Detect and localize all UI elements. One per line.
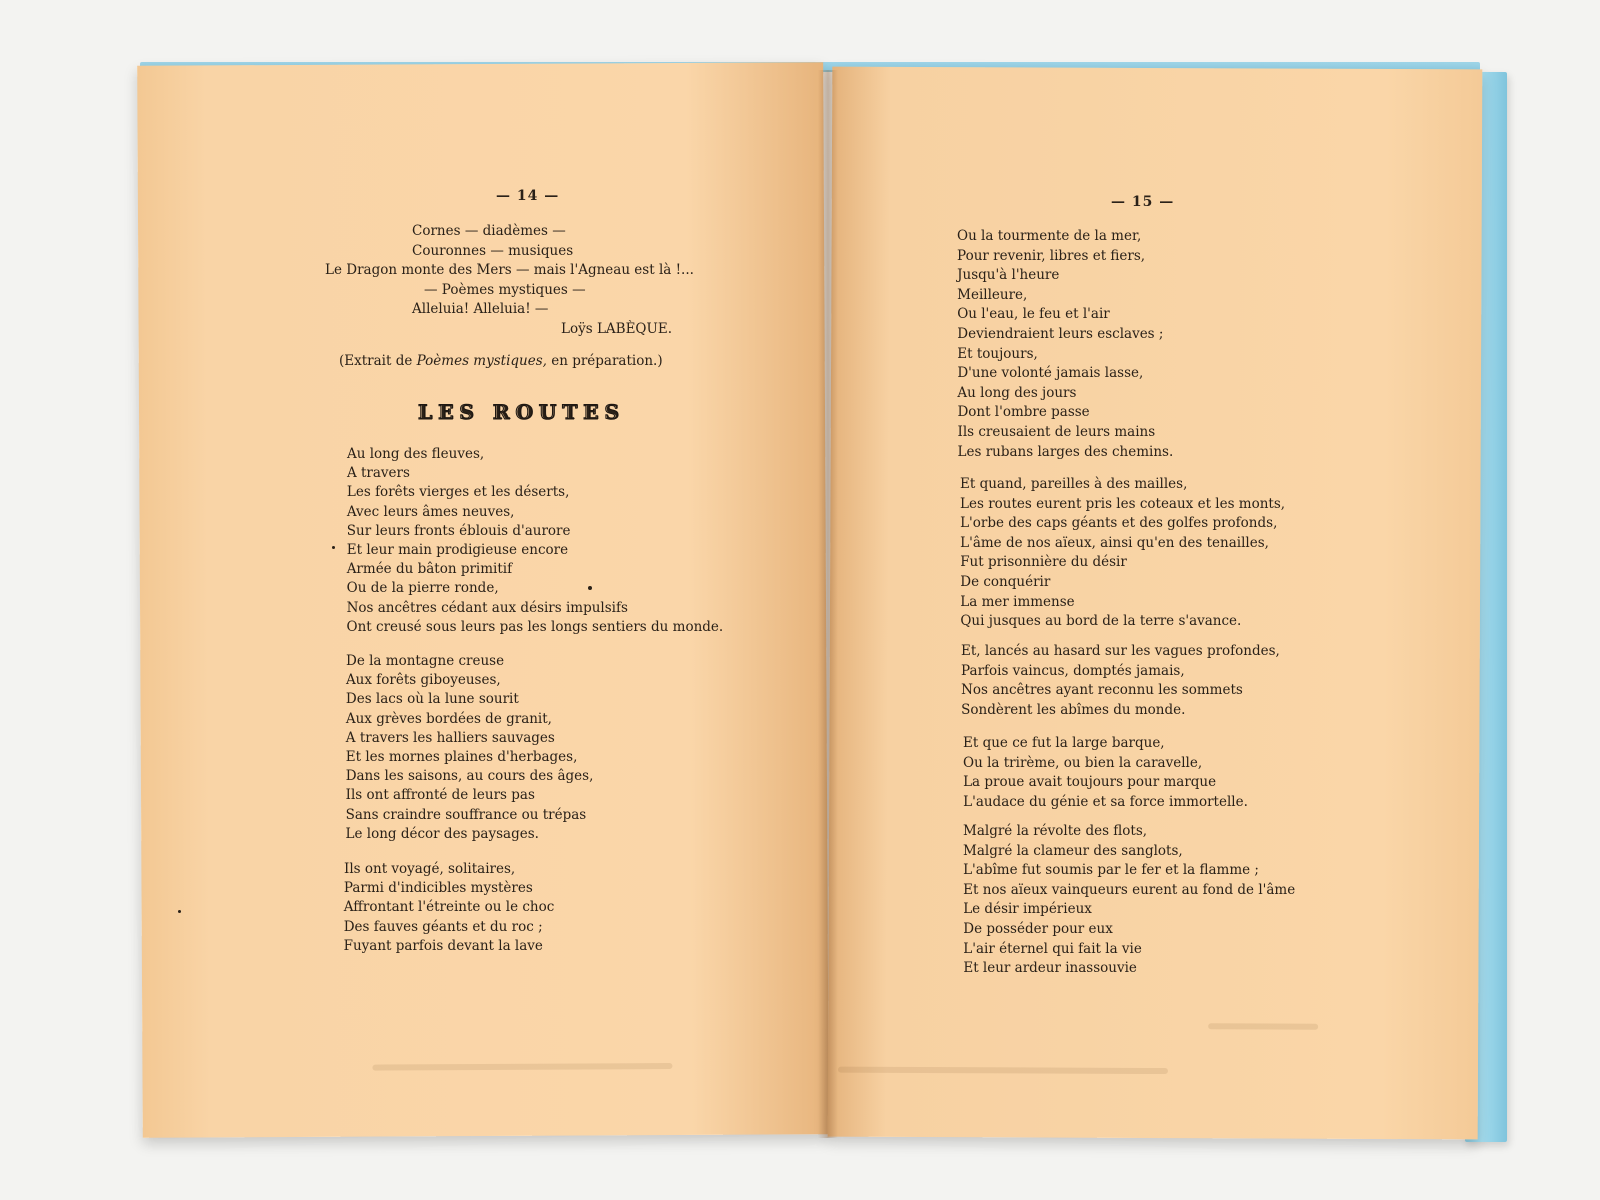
verse-line: Armée du bâton primitif <box>346 561 513 578</box>
verse-line: Et, lancés au hasard sur les vagues profondes, <box>961 643 1280 659</box>
verse-line: Ils ont voyagé, solitaires, <box>344 861 516 877</box>
verse-line: De posséder pour eux <box>963 921 1113 937</box>
verse-line: Ou l'eau, le feu et l'air <box>957 306 1110 323</box>
verse-line: Et toujours, <box>957 345 1038 362</box>
verse-line: Et que ce fut la large barque, <box>963 735 1165 751</box>
verse-line: Ils ont affronté de leurs pas <box>345 787 535 804</box>
verse-line: Au long des fleuves, <box>347 446 485 462</box>
verse-line: Les rubans larges des chemins. <box>957 443 1174 460</box>
ink-speck <box>332 546 335 549</box>
verse-line: A travers les halliers sauvages <box>345 729 555 746</box>
page-number-left: — 14 — <box>496 188 560 204</box>
page-smudge <box>838 1067 1168 1074</box>
verse-line: Des lacs où la lune sourit <box>345 691 519 708</box>
verse-line: Parmi d'indicibles mystères <box>343 880 533 897</box>
verse-line: Ont creusé sous leurs pas les longs sentiers du monde. <box>346 618 724 635</box>
verse-line: Et leur ardeur inassouvie <box>963 960 1137 977</box>
verse-line: Aux grèves bordées de granit, <box>345 710 552 727</box>
extract-note <box>339 352 663 371</box>
verse-line: Cornes — diadèmes — <box>412 223 566 239</box>
right-page <box>828 67 1483 1140</box>
verse-line: L'âme de nos aïeux, ainsi qu'en des tenailles, <box>960 534 1269 551</box>
verse-line: Avec leurs âmes neuves, <box>346 503 515 520</box>
verse-line: La proue avait toujours pour marque <box>963 774 1217 791</box>
verse-line: Jusqu'à l'heure <box>957 267 1060 284</box>
verse-line: Le long décor des paysages. <box>345 825 539 842</box>
verse-line: Ou de la pierre ronde, <box>346 580 499 597</box>
verse-line: Parfois vaincus, domptés jamais, <box>961 662 1185 679</box>
extract-prefix: (Extrait de <box>339 353 417 369</box>
verse-line: Pour revenir, libres et fiers, <box>957 247 1146 264</box>
verse-line: Malgré la révolte des flots, <box>963 823 1148 839</box>
verse-line: Et les mornes plaines d'herbages, <box>345 749 578 765</box>
verse-line: Alleluia! Alleluia! — <box>412 301 549 317</box>
verse-line: Malgré la clameur des sanglots, <box>963 842 1183 859</box>
ink-speck <box>588 586 592 590</box>
verse-line: Sondèrent les abîmes du monde. <box>961 701 1186 718</box>
signature: Loÿs LABÈQUE. <box>561 321 673 337</box>
verse-line: Meilleure, <box>957 286 1028 303</box>
verse-line: Sur leurs fronts éblouis d'aurore <box>346 522 571 539</box>
verse-line: D'une volonté jamais lasse, <box>957 365 1144 382</box>
verse-line: Le désir impérieux <box>963 901 1092 918</box>
verse-line: L'abîme fut soumis par le fer et la flamme ; <box>963 862 1259 879</box>
verse-line: Aux forêts giboyeuses, <box>345 672 501 689</box>
verse-line: De la montagne creuse <box>346 653 505 669</box>
verse-line: Ils creusaient de leurs mains <box>957 424 1156 440</box>
verse-line: Nos ancêtres ayant reconnu les sommets <box>961 682 1243 699</box>
verse-line: Affrontant l'étreinte ou le choc <box>343 899 555 916</box>
verse-line: — Poèmes mystiques — <box>424 281 586 298</box>
page-smudge <box>372 1063 672 1071</box>
verse-line: Ou la trirème, ou bien la caravelle, <box>963 754 1203 771</box>
extract-suffix: en préparation.) <box>546 353 663 369</box>
verse-line: De conquérir <box>960 574 1051 590</box>
verse-line: Sans craindre souffrance ou trépas <box>345 806 587 823</box>
verse-line: L'audace du génie et sa force immortelle. <box>963 793 1248 810</box>
extract-title: Poèmes mystiques, <box>416 353 547 369</box>
verse-line: A travers <box>346 465 410 482</box>
verse-line: Dont l'ombre passe <box>957 404 1090 421</box>
poem-title: LES ROUTES <box>418 400 625 424</box>
verse-line: Couronnes — musiques <box>412 242 574 259</box>
verse-line: Le Dragon monte des Mers — mais l'Agneau est là !... <box>325 262 694 278</box>
verse-line: Ou la tourmente de la mer, <box>957 228 1142 244</box>
verse-line: Nos ancêtres cédant aux désirs impulsifs <box>346 599 628 616</box>
verse-line: Deviendraient leurs esclaves ; <box>957 326 1164 342</box>
book-gutter <box>818 70 838 1138</box>
verse-line: Qui jusques au bord de la terre s'avance. <box>960 613 1242 630</box>
verse-line: Fuyant parfois devant la lave <box>343 937 543 954</box>
verse-line: Et quand, pareilles à des mailles, <box>960 476 1188 492</box>
verse-line: Des fauves géants et du roc ; <box>343 918 543 935</box>
verse-line: Dans les saisons, au cours des âges, <box>345 768 594 785</box>
ink-speck <box>178 910 181 913</box>
verse-line: L'air éternel qui fait la vie <box>963 940 1142 957</box>
verse-line: Les routes eurent pris les coteaux et les monts, <box>960 495 1286 512</box>
page-number-right: — 15 — <box>1111 194 1175 210</box>
verse-line: Fut prisonnière du désir <box>960 554 1127 571</box>
verse-line: Au long des jours <box>957 384 1077 401</box>
verse-line: La mer immense <box>960 593 1075 610</box>
verse-line: Et nos aïeux vainqueurs eurent au fond de l'âme <box>963 881 1296 898</box>
verse-line: Les forêts vierges et les déserts, <box>346 484 570 501</box>
verse-line: L'orbe des caps géants et des golfes profonds, <box>960 515 1278 532</box>
verse-line: Et leur main prodigieuse encore <box>346 542 569 558</box>
page-smudge <box>1208 1023 1318 1029</box>
